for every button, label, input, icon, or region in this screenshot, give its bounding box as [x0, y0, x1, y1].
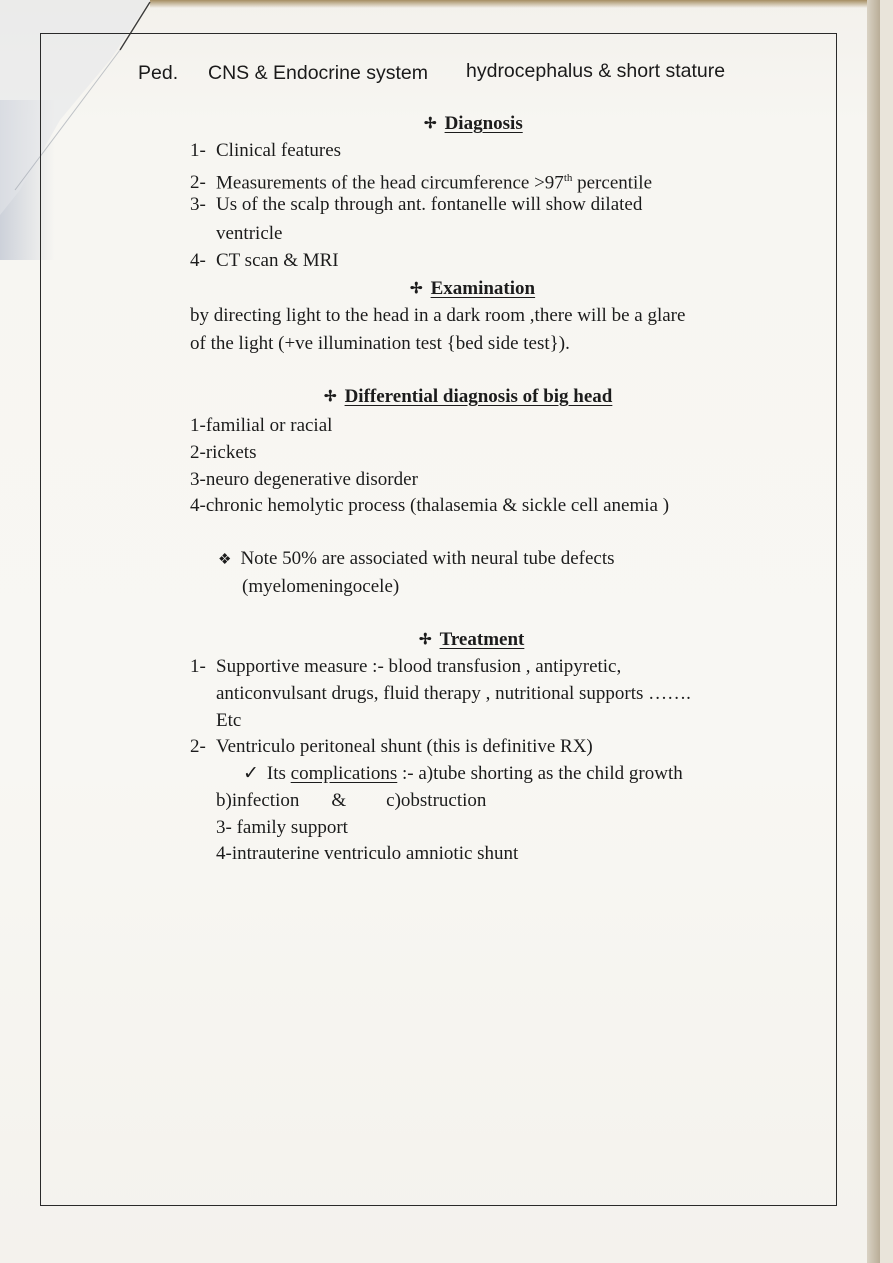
differential-item-1: 1-familial or racial [190, 415, 333, 436]
treatment-heading: ✢ Treatment [419, 629, 525, 650]
treatment-item-2: 2- Ventriculo peritoneal shunt (this is definitive RX) [190, 736, 593, 757]
differential-item-2: 2-rickets [190, 442, 257, 463]
note-line-2: (myelomeningocele) [242, 576, 400, 597]
treatment-item-1-cont-2: Etc [216, 710, 242, 731]
examination-heading: ✢ Examination [410, 278, 536, 299]
diagnosis-item-2: 2- Measurements of the head circumference >97th percentile [190, 172, 653, 194]
header-course: Ped. [138, 62, 179, 84]
diagnosis-heading: ✢ Diagnosis [424, 113, 523, 134]
complications-line-2: b)infection & c)obstruction [216, 790, 487, 811]
heading-bullet-icon: ✢ [324, 389, 337, 405]
treatment-item-1-cont-1: anticonvulsant drugs, fluid therapy , nutritional supports ……. [216, 683, 691, 704]
heading-bullet-icon: ✢ [410, 281, 423, 297]
differential-item-3: 3-neuro degenerative disorder [190, 469, 418, 490]
check-icon: ✓ [243, 763, 259, 784]
examination-line-1: by directing light to the head in a dark room ,there will be a glare [190, 305, 686, 326]
header-topic: hydrocephalus & short stature [466, 60, 726, 82]
treatment-item-3: 3- family support [216, 817, 348, 838]
examination-line-2: of the light (+ve illumination test {bed side test}). [190, 333, 570, 354]
header-system: CNS & Endocrine system [208, 62, 428, 84]
diamond-bullet-icon: ❖ [218, 552, 232, 568]
diagnosis-item-4: 4- CT scan & MRI [190, 250, 339, 271]
diagnosis-item-3-cont: ventricle [216, 223, 283, 244]
note-line-1: ❖ Note 50% are associated with neural tube defects [218, 548, 615, 569]
differential-heading: ✢ Differential diagnosis of big head [324, 386, 613, 407]
diagnosis-item-3: 3- Us of the scalp through ant. fontanelle will show dilated [190, 194, 643, 215]
scan-edge-top [150, 0, 870, 8]
differential-item-4: 4-chronic hemolytic process (thalasemia & sickle cell anemia ) [190, 495, 670, 516]
heading-bullet-icon: ✢ [424, 116, 437, 132]
heading-bullet-icon: ✢ [419, 632, 432, 648]
complications-line: ✓ Its complications :- a)tube shorting as the child growth [243, 763, 683, 784]
treatment-item-4: 4-intrauterine ventriculo amniotic shunt [216, 843, 519, 864]
diagnosis-item-1: 1- Clinical features [190, 140, 342, 161]
treatment-item-1: 1- Supportive measure :- blood transfusion , antipyretic, [190, 656, 622, 677]
scan-edge-right [867, 0, 880, 1263]
